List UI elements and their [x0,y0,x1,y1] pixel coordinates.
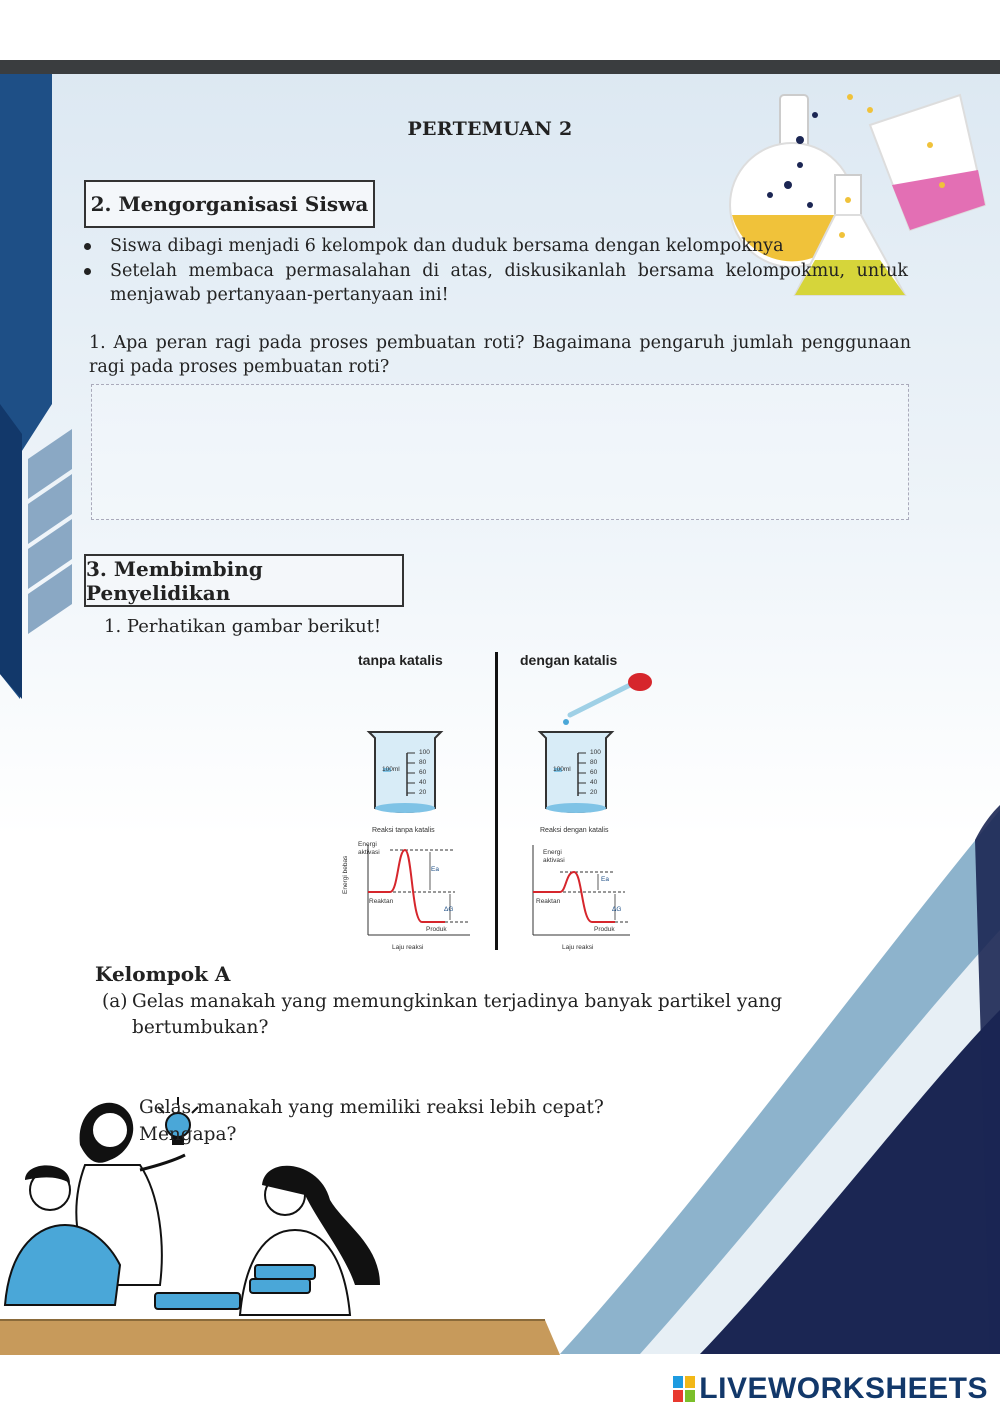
question-b-line-1: Gelas manakah yang memiliki reaksi lebih cepat? [139,1097,604,1118]
desk-decor [0,1315,600,1355]
scale-100: 100 [590,749,601,756]
reactant-label-left: Reaktan [369,898,394,905]
beaker-volume-left: 100ml [382,766,400,773]
beaker-volume-right: 100ml [553,766,571,773]
ea-label-left: Ea [431,866,439,873]
bullet-text-2-cont: menjawab pertanyaan-pertanyaan ini! [110,285,449,305]
group-heading: Kelompok A [95,962,231,986]
scale-80: 80 [419,759,427,766]
dropper-icon [560,670,660,730]
x-axis-label-left: Laju reaksi [392,944,424,951]
liveworksheets-logo-text: LIVEWORKSHEETS [699,1372,988,1405]
y-axis-label-left: Energi bebas [342,855,349,894]
page-title: PERTEMUAN 2 [407,118,573,140]
liveworksheets-logo-icon [673,1376,695,1402]
left-decor-band [0,74,80,704]
students-illustration [0,1085,400,1325]
section-heading-organize: 2. Mengorganisasi Siswa [84,180,375,228]
activation-label-left: aktivasi [358,849,380,856]
scale-40: 40 [419,779,427,786]
question-b-line-2: Mengapa? [139,1124,237,1145]
activation-label-right: aktivasi [543,857,565,864]
instruction-text: 1. Perhatikan gambar berikut! [104,616,382,637]
figure-divider [495,652,498,950]
section-heading-investigation: 3. Membimbing Penyelidikan [84,554,404,607]
catalyst-figure [340,648,670,958]
beaker-flask-icon [847,94,985,230]
scale-60: 60 [590,769,598,776]
x-axis-label-right: Laju reaksi [562,944,594,951]
bullet-text-2: Setelah membaca permasalahan di atas, diskusikanlah bersama kelompokmu, untuk [110,261,908,281]
beaker-icon [536,728,616,818]
delta-g-label-left: ΔG [444,906,454,913]
caption-left: Reaksi tanpa katalis [372,827,435,834]
label-with-catalyst: dengan katalis [520,652,618,668]
scale-20: 20 [590,789,598,796]
question-1-line-2: ragi pada proses pembuatan roti? [89,357,390,377]
question-a-marker: (a) [102,991,128,1012]
delta-g-label-right: ΔG [612,906,622,913]
bullet-dot [84,268,91,275]
scale-60: 60 [419,769,427,776]
liveworksheets-logo[interactable] [673,1372,988,1406]
label-without-catalyst: tanpa katalis [358,652,443,668]
question-a-line-1: Gelas manakah yang memungkinkan terjadinya banyak partikel yang [132,991,783,1012]
question-a-line-2: bertumbukan? [132,1017,269,1038]
product-label-left: Produk [426,926,447,933]
scale-80: 80 [590,759,598,766]
top-bar [0,60,1000,74]
question-1-line-1: 1. Apa peran ragi pada proses pembuatan roti? Bagaimana pengaruh jumlah penggunaan [89,333,911,353]
scale-20: 20 [419,789,427,796]
ea-label-right: Ea [601,876,609,883]
energy-label-right: Energi [543,849,562,856]
reactant-label-right: Reaktan [536,898,561,905]
bullet-dot [84,243,91,250]
energy-label-left: Energi [358,841,377,848]
product-label-right: Produk [594,926,615,933]
caption-right: Reaksi dengan katalis [540,827,609,834]
beaker-icon [365,728,445,818]
scale-40: 40 [590,779,598,786]
answer-input-1[interactable] [91,384,909,520]
scale-100: 100 [419,749,430,756]
bullet-text-1: Siswa dibagi menjadi 6 kelompok dan duduk bersama dengan kelompoknya [110,236,784,256]
